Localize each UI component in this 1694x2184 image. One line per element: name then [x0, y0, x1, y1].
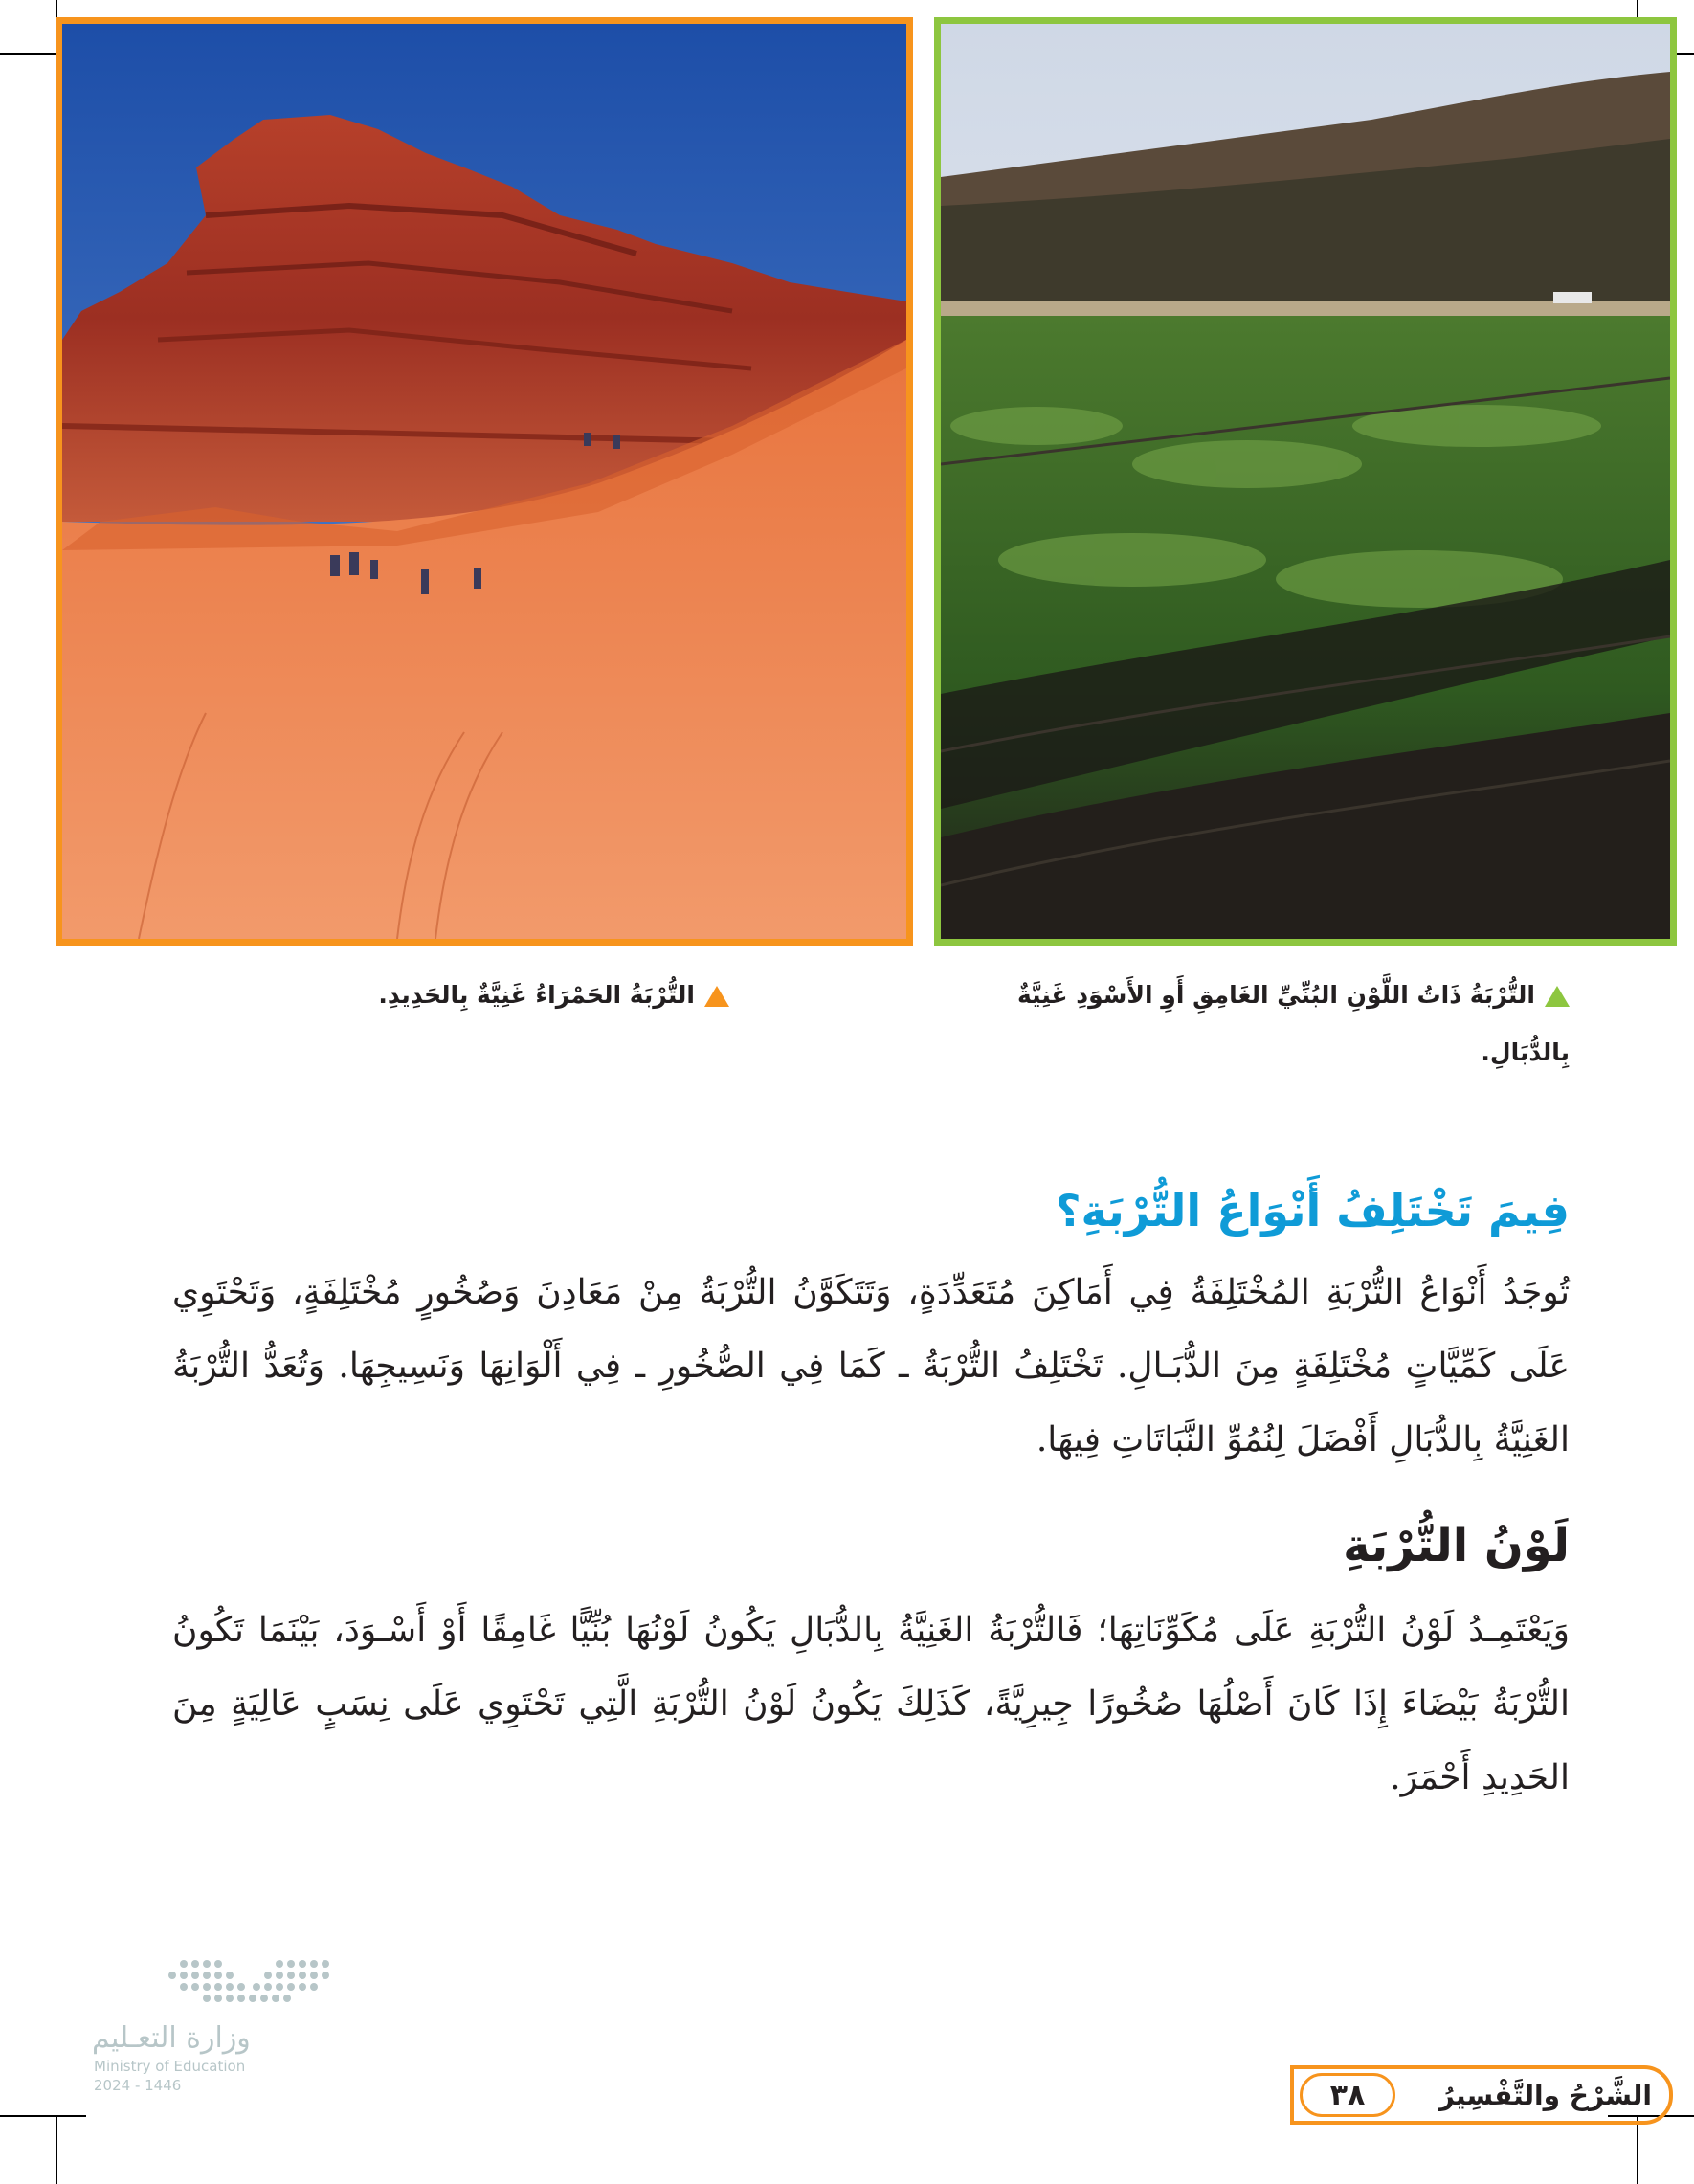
ministry-year: 2024 - 1446 [94, 2077, 182, 2094]
crop-mark [1637, 2117, 1638, 2184]
dark-soil-caption-text: التُّرْبَةُ ذَاتُ اللَّوْنِ البُنِّيِّ الغَامِقِ أَوِ الأَسْوَدِ غَنِيَّةٌ بِالدُّبَالِ. [1016, 981, 1570, 1066]
red-soil-caption-text: التُّرْبَةُ الحَمْرَاءُ غَنِيَّةٌ بِالحَدِيدِ. [378, 981, 695, 1009]
dark-soil-caption [957, 967, 1570, 1081]
page-footer-tab [1290, 2065, 1673, 2125]
paragraph-soil-types: تُوجَدُ أَنْوَاعُ التُّرْبَةِ المُخْتَلِفَةُ فِي أَمَاكِنَ مُتَعَدِّدَةٍ، وَتَتَكَوَّنُ التُّرْبَةُ مِنْ مَعَادِنَ وَصُخُورٍ مُخْتَلِفَةٍ، وَتَحْتَوِي عَلَى كَمِّيَّاتٍ مُخْتَلِفَةٍ مِنَ الدُّبَـالِ. تَخْتَلِفُ التُّرْبَةُ ـ كَمَا فِي الصُّخُورِ ـ فِي أَلْوَانِهَا وَنَسِيجِهَا. وَتُعَدُّ التُّرْبَةُ الغَنِيَّةُ بِالدُّبَالِ أَفْضَلَ لِنُمُوِّ النَّبَاتَاتِ فِيهَا. [172, 1273, 1570, 1460]
paragraph-soil-color: وَيَعْتَمِـدُ لَوْنُ التُّرْبَةِ عَلَى مُكَوِّنَاتِهَا؛ فَالتُّرْبَةُ الغَنِيَّةُ بِالدُّبَالِ يَكُونُ لَوْنُهَا بُنِّيًّا غَامِقًا أَوْ أَسْـوَدَ، بَيْنَمَا تَكُونُ التُّرْبَةُ بَيْضَاءَ إِذَا كَانَ أَصْلُهَا صُخُورًا جِيرِيَّةً، كَذَلِكَ يَكُونُ لَوْنُ التُّرْبَةِ الَّتِي تَحْتَوِي عَلَى نِسَبٍ عَالِيَةٍ مِنَ الحَدِيدِ أَحْمَرَ. [172, 1611, 1570, 1797]
ministry-name-english: Ministry of Education [94, 2058, 246, 2075]
section-label: الشَّرْحُ والتَّفْسِيرُ [1438, 2079, 1652, 2111]
green-triangle-icon [1545, 986, 1570, 1007]
red-rock-desert-image [62, 24, 906, 939]
crop-mark [0, 2115, 86, 2117]
red-soil-caption [232, 967, 729, 1024]
section-heading-soil-types: فِيمَ تَخْتَلِفُ أَنْوَاعُ التُّرْبَةِ؟ [1055, 1185, 1570, 1237]
page-number: ٣٨ [1300, 2073, 1395, 2117]
crop-mark [56, 2117, 57, 2184]
dark-soil-photo [934, 17, 1677, 946]
orange-triangle-icon [704, 986, 729, 1007]
ministry-name-arabic: وزارة التعـليم [92, 2021, 251, 2055]
section-heading-soil-color: لَوْنُ التُّرْبَةِ [1343, 1519, 1570, 1572]
red-soil-photo [56, 17, 913, 946]
dark-field-image [941, 24, 1670, 939]
